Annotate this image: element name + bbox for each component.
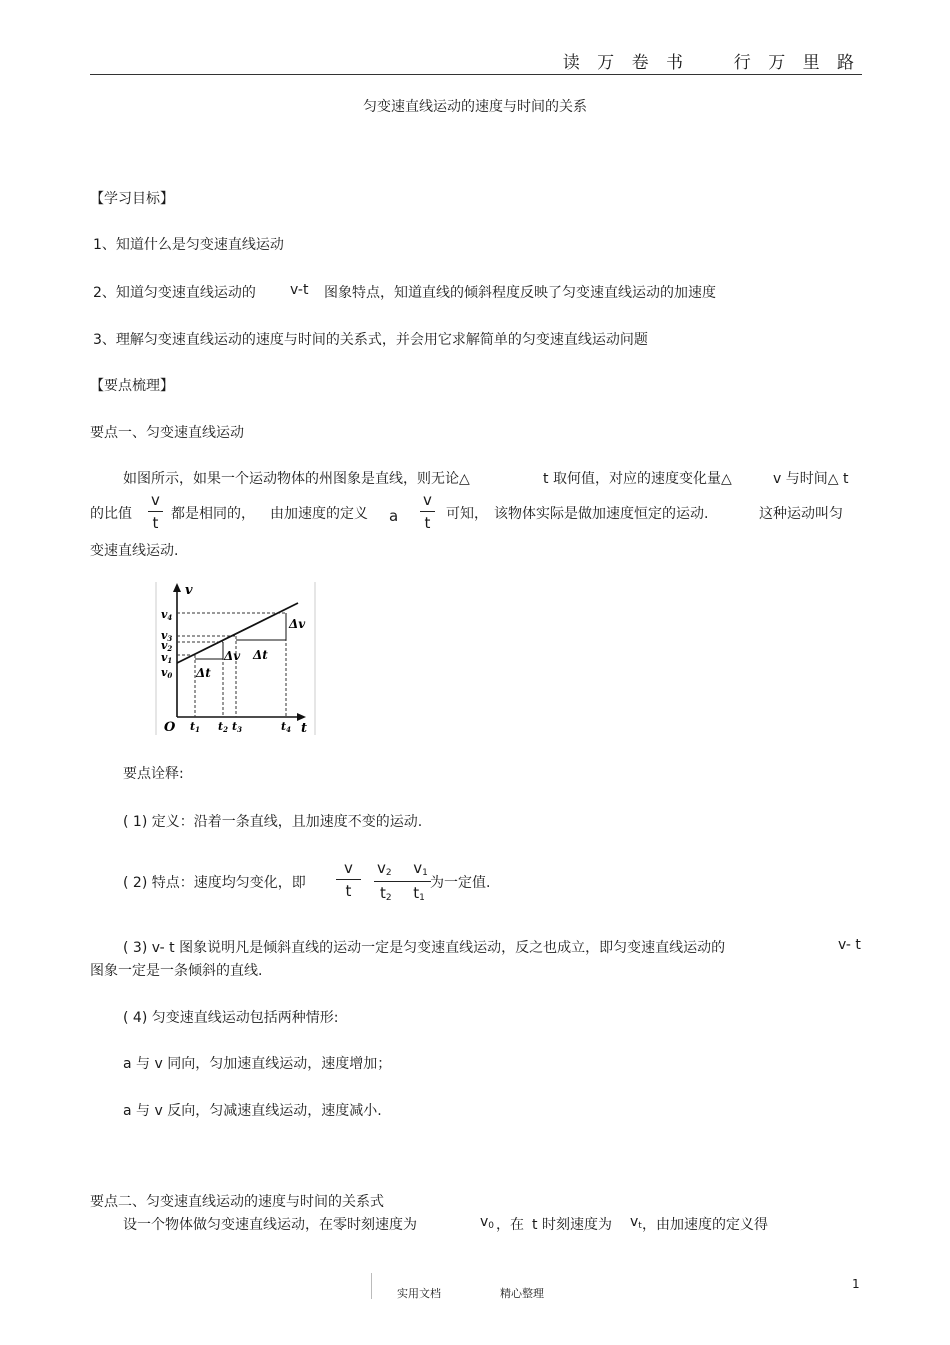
objective-1: 1、知道什么是匀变速直线运动 (93, 237, 284, 253)
v-tick-label: v0 (161, 666, 173, 680)
objective-2-part-b: v-t (290, 282, 309, 298)
motto-char: 卷 (631, 53, 655, 73)
fraction-numerator: v (344, 859, 353, 877)
para1-line2-b: 都是相同的， (171, 506, 255, 522)
fraction-denominator: t (424, 514, 431, 532)
v-tick-label: v3 (161, 629, 173, 643)
motto-char: 万 (597, 53, 621, 73)
motto-char: 里 (802, 53, 826, 73)
para1-line2-c: 由加速度的定义 (270, 506, 368, 522)
motto-char: 万 (768, 53, 792, 73)
t-tick-label: t3 (232, 720, 242, 734)
x-axis-arrow-icon (297, 713, 306, 721)
note-2-part-b: 为一定值. (430, 875, 491, 891)
note2-difference-fraction (374, 861, 431, 903)
motto-char: 书 (665, 53, 689, 73)
t-tick-label: t4 (281, 720, 291, 734)
motto-char: 读 (562, 53, 586, 73)
header-divider (90, 74, 862, 75)
document-title: 匀变速直线运动的速度与时间的关系 (363, 99, 587, 115)
para2-part-a: 设一个物体做匀变速直线运动，在零时刻速度为 (123, 1217, 417, 1233)
v-tick-label: v4 (161, 608, 173, 622)
footer-right-label: 精心整理 (500, 1287, 544, 1300)
points-heading: 【要点梳理】 (90, 378, 174, 394)
objective-2-part-a: 2、知道匀变速直线运动的 (93, 285, 256, 301)
fraction-numerator: v (151, 491, 160, 509)
note-1: ( 1) 定义：沿着一条直线，且加速度不变的运动. (123, 814, 423, 830)
delta-t-label: Δt (196, 666, 211, 680)
y-axis-arrow-icon (173, 583, 181, 592)
note-4: ( 4) 匀变速直线运动包括两种情形: (123, 1010, 339, 1026)
para1-line2-f: 这种运动叫匀 (759, 506, 843, 522)
motto-char: 路 (837, 53, 860, 73)
fraction-denominator: t (345, 882, 352, 900)
delta-v-label: Δv (224, 649, 241, 663)
x-axis-label: t (301, 721, 308, 736)
para1-line2-e: 该物体实际是做加速度恒定的运动. (494, 506, 709, 522)
note2-ratio-fraction (336, 861, 361, 899)
delta-v-label: Δv (289, 617, 306, 631)
fraction-denominator: t (152, 514, 159, 532)
note-3-part-a: ( 3) v- t 图象说明凡是倾斜直线的运动一定是匀变速直线运动，反之也成立，即匀变速直线运动的 (123, 940, 726, 956)
para1-line1-b: t 取何值，对应的速度变化量△ (543, 471, 732, 487)
note-3-part-b: v- t (838, 937, 861, 953)
page-number: 1 (852, 1277, 860, 1291)
t-tick-label: t1 (190, 720, 200, 734)
notes-heading: 要点诠释: (123, 766, 184, 782)
case-decelerating: a 与 v 反向，匀减速直线运动，速度减小. (123, 1103, 382, 1119)
para2-part-b: ，在 (496, 1217, 524, 1233)
objective-3: 3、理解匀变速直线运动的速度与时间的关系式，并会用它求解简单的匀变速直线运动问题 (93, 332, 648, 348)
objectives-heading: 【学习目标】 (90, 191, 174, 207)
point-1-title: 要点一、匀变速直线运动 (90, 425, 244, 441)
point-2-title: 要点二、匀变速直线运动的速度与时间的关系式 (90, 1194, 384, 1210)
delta-t-label: Δt (253, 648, 268, 662)
para2-part-c: t 时刻速度为 (532, 1217, 612, 1233)
footer-divider (371, 1273, 372, 1299)
note-3-part-c: 图象一定是一条倾斜的直线. (90, 963, 263, 979)
vt-graph-figure (155, 580, 320, 738)
header-motto (563, 48, 860, 73)
para2-part-d: ，由加速度的定义得 (642, 1217, 768, 1233)
origin-label: O (164, 720, 176, 735)
case-accelerating: a 与 v 同向，匀加速直线运动，速度增加； (123, 1056, 392, 1072)
footer-left-label: 实用文档 (397, 1287, 441, 1300)
fraction-numerator: $v_2$ $v_1$ (377, 859, 428, 878)
motto-char: 行 (733, 53, 757, 73)
para1-line1-a: 如图所示，如果一个运动物体的州图象是直线，则无论△ (123, 471, 470, 487)
fraction-numerator: v (423, 491, 432, 509)
v-tick-label: v1 (161, 651, 173, 665)
acceleration-fraction (420, 493, 435, 531)
para1-line2-d: 可知， (446, 506, 488, 522)
para1-line3: 变速直线运动. (90, 543, 179, 559)
para2-v0: $v_0$ (480, 1214, 495, 1231)
para2-vt: $v_t$ (630, 1214, 642, 1231)
t-tick-label: t2 (218, 720, 228, 734)
v-tick-label: v2 (161, 639, 173, 653)
fraction-denominator: $t_2$ $t_1$ (380, 884, 425, 903)
note-2-part-a: ( 2) 特点：速度均匀变化，即 (123, 875, 306, 891)
para1-line2-a: 的比值 (90, 506, 132, 522)
objective-2-part-c: 图象特点，知道直线的倾斜程度反映了匀变速直线运动的加速度 (324, 285, 716, 301)
ratio-fraction (148, 493, 163, 531)
y-axis-label: v (185, 583, 193, 598)
acceleration-symbol: a (389, 507, 399, 525)
para1-line1-c: v 与时间△ t (773, 471, 849, 487)
